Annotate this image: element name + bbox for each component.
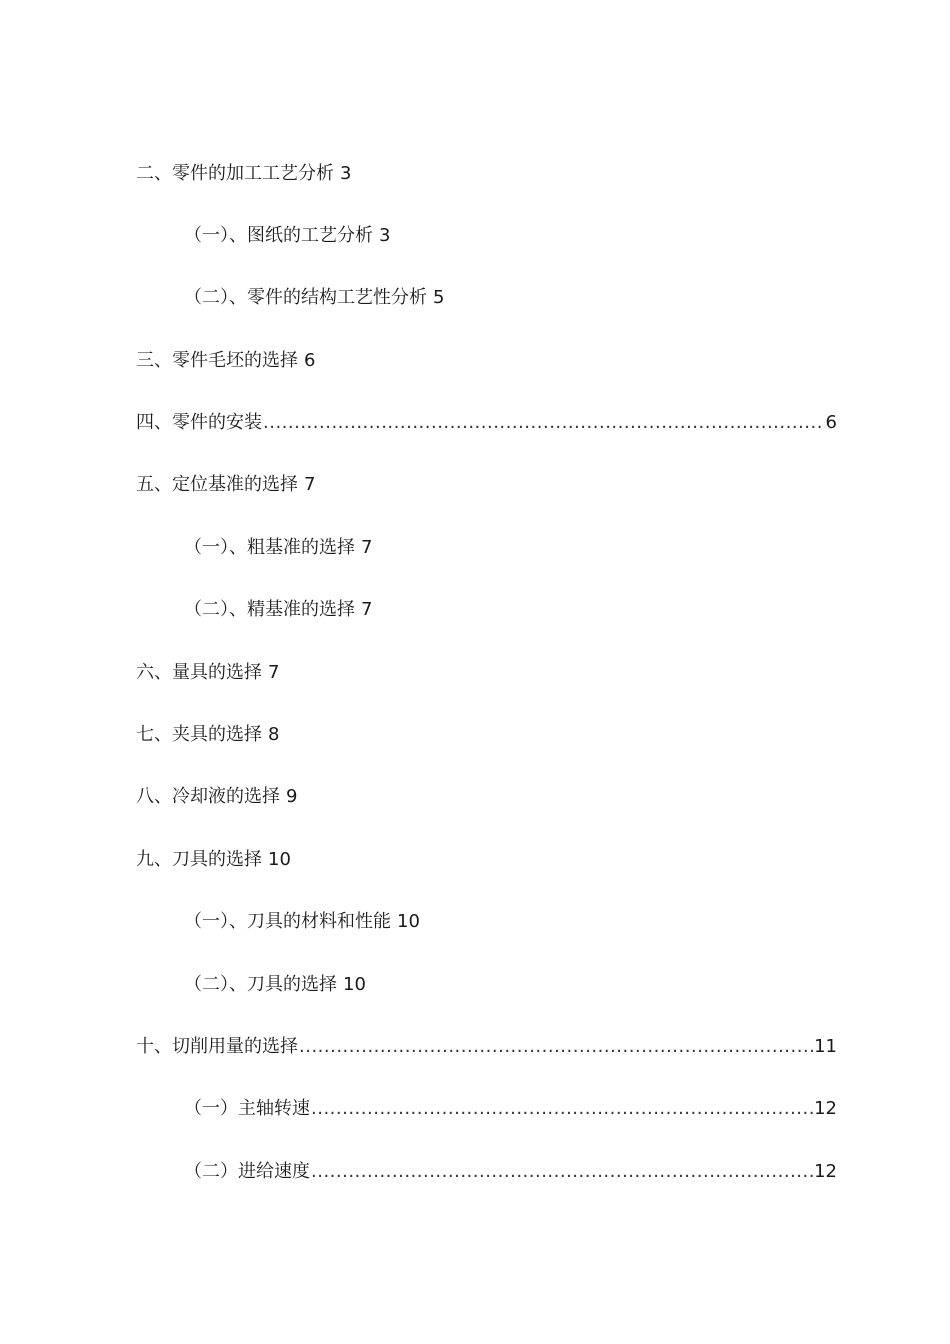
toc-entry-title: （二）、精基准的选择 (184, 599, 355, 620)
toc-entry-page: 10 (397, 911, 420, 932)
toc-entry[interactable] (136, 1032, 837, 1062)
toc-entry-title: （一）主轴转速 (184, 1098, 310, 1119)
toc-entry[interactable] (136, 658, 837, 688)
toc-entry[interactable] (136, 408, 837, 438)
toc-entry-page: 7 (361, 599, 373, 620)
toc-entry-title: 五、定位基准的选择 (136, 474, 298, 495)
toc-entry-title: 四、零件的安装 (136, 412, 262, 433)
toc-entry[interactable] (136, 720, 837, 750)
toc-entry-title: （一）、粗基准的选择 (184, 537, 355, 558)
toc-entry[interactable] (136, 470, 837, 500)
toc-entry[interactable] (136, 346, 837, 376)
toc-entry-page: 7 (304, 474, 316, 495)
toc-entry[interactable] (136, 845, 837, 875)
toc-entry[interactable] (184, 1094, 837, 1124)
toc-entry-page: 6 (304, 350, 316, 371)
toc-entry-page: 3 (379, 225, 391, 246)
toc-entry-page: 3 (340, 163, 352, 184)
toc-entry-title: （一）、图纸的工艺分析 (184, 225, 373, 246)
toc-entry-title: （二）、零件的结构工艺性分析 (184, 287, 427, 308)
toc-entry-title: 八、冷却液的选择 (136, 786, 280, 807)
toc-entry[interactable] (184, 970, 837, 1000)
toc-entry-title: 六、量具的选择 (136, 662, 262, 683)
toc-entry-page: 8 (268, 724, 280, 745)
toc-entry-page: 12 (814, 1098, 837, 1119)
toc-entry[interactable] (184, 1157, 837, 1187)
toc-entry[interactable] (184, 221, 837, 251)
toc-entry-title: 三、零件毛坯的选择 (136, 350, 298, 371)
toc-dot-leader (311, 1157, 813, 1187)
toc-entry-page: 9 (286, 786, 298, 807)
toc-entry-title: （二）、刀具的选择 (184, 974, 337, 995)
toc-entry-title: 九、刀具的选择 (136, 849, 262, 870)
toc-entry-page: 12 (814, 1161, 837, 1182)
toc-entry[interactable] (184, 595, 837, 625)
toc-dot-leader (263, 408, 825, 438)
toc-entry-title: 二、零件的加工工艺分析 (136, 163, 334, 184)
toc-entry-title: （二）进给速度 (184, 1161, 310, 1182)
toc-dot-leader (311, 1094, 813, 1124)
toc-entry-page: 10 (343, 974, 366, 995)
toc-entry-title: 七、夹具的选择 (136, 724, 262, 745)
toc-entry-title: 十、切削用量的选择 (136, 1036, 298, 1057)
toc-entry-page: 5 (433, 287, 445, 308)
toc-entry[interactable] (184, 283, 837, 313)
toc-entry-page: 7 (361, 537, 373, 558)
toc-entry[interactable] (136, 159, 837, 189)
toc-entry-page: 10 (268, 849, 291, 870)
toc-entry-page: 6 (825, 412, 837, 433)
toc-entry-title: （一）、刀具的材料和性能 (184, 911, 391, 932)
toc-entry-page: 11 (814, 1036, 837, 1057)
toc-dot-leader (299, 1032, 813, 1062)
toc-entry[interactable] (136, 782, 837, 812)
toc-entry[interactable] (184, 533, 837, 563)
toc-entry-page: 7 (268, 662, 280, 683)
toc-entry[interactable] (184, 907, 837, 937)
